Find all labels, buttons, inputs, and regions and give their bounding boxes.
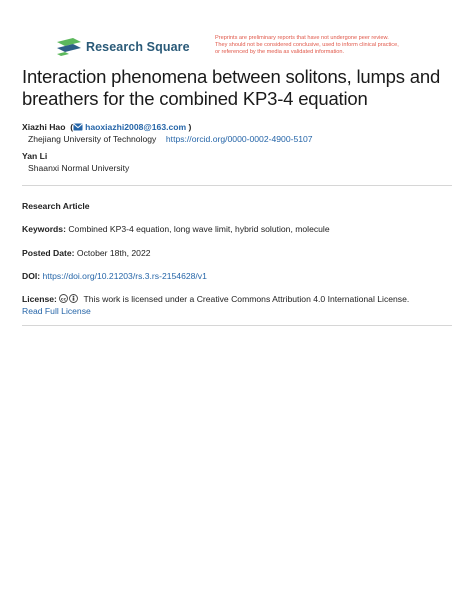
- license-label: License:: [22, 294, 57, 304]
- posted-date-value: October 18th, 2022: [76, 248, 151, 258]
- author-block-1: Xiazhi Hao ( haoxiazhi2008@163.com ) Zhejiang University of Technology https://orcid.org/0000-0002-4900-5107: [22, 122, 313, 144]
- keywords-value: Combined KP3-4 equation, long wave limit, hybrid solution, molecule: [68, 224, 330, 234]
- doi-row: [22, 270, 207, 282]
- posted-date-label: Posted Date:: [22, 248, 75, 258]
- license-text: This work is licensed under a Creative Commons Attribution 4.0 International License.: [83, 294, 410, 304]
- divider: [22, 185, 452, 186]
- author-name: Yan Li: [22, 151, 48, 161]
- author-block-2: [22, 150, 129, 174]
- research-square-logo[interactable]: [57, 38, 190, 56]
- doi-link[interactable]: https://doi.org/10.21203/rs.3.rs-2154628/v1: [42, 271, 207, 281]
- keywords-label: Keywords:: [22, 224, 66, 234]
- header: [0, 0, 474, 62]
- author-affiliation: Shaanxi Normal University: [28, 163, 130, 173]
- author-email-link[interactable]: haoxiazhi2008@163.com: [85, 122, 187, 132]
- keywords-row: [22, 223, 330, 235]
- logo-text: Research Square: [86, 40, 190, 54]
- article-type: Research Article: [22, 201, 90, 211]
- disclaimer-line: They should not be considered conclusive, used to inform clinical practice,: [215, 42, 399, 49]
- disclaimer-line: Preprints are preliminary reports that have not undergone peer review.: [215, 35, 389, 41]
- doi-label: DOI:: [22, 271, 41, 281]
- research-square-logo-icon: [57, 38, 81, 56]
- svg-text:cc: cc: [61, 297, 67, 303]
- divider: [22, 325, 452, 326]
- envelope-icon: [73, 123, 83, 131]
- orcid-link[interactable]: https://orcid.org/0000-0002-4900-5107: [165, 134, 313, 144]
- read-full-license-link[interactable]: Read Full License: [22, 306, 91, 316]
- license-row: [22, 293, 409, 317]
- disclaimer-line: or referenced by the media as validated information.: [215, 49, 345, 56]
- author-name: Xiazhi Hao: [22, 122, 66, 132]
- creative-commons-icon: [59, 294, 79, 303]
- preprint-disclaimer: [215, 35, 465, 57]
- paper-title: Interaction phenomena between solitons, lumps and breathers for the combined KP3-4 equation: [22, 66, 441, 109]
- posted-date-row: [22, 247, 151, 259]
- author-affiliation: Zhejiang University of Technology: [28, 134, 157, 144]
